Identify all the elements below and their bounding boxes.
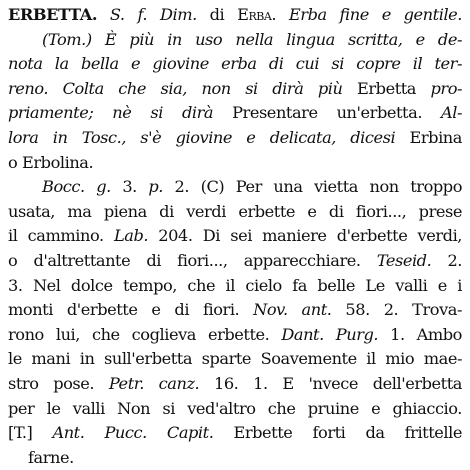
- text-run: [T.]: [8, 423, 53, 443]
- text-run: usata, ma piena di verdi erbette e di fiori..., prese: [8, 201, 462, 221]
- text-run: le mani in sull'erbetta sparte Soavemente il mio mae-: [8, 349, 462, 369]
- text-run: priamente; nè si dirà: [8, 103, 233, 123]
- text-run: lora in Tosc., s'è giovine e delicata, dicesi: [8, 127, 410, 147]
- text-run: S. f.: [109, 5, 148, 24]
- definition-line: [8, 3, 462, 28]
- text-run: pro-: [430, 78, 463, 98]
- citation-line: [8, 249, 462, 274]
- citation-line: [8, 274, 462, 299]
- text-run: il cammino.: [8, 226, 114, 246]
- citation-line: [8, 421, 462, 446]
- text-run: Nov. ant.: [253, 300, 332, 320]
- text-run: Erbette forti da frittelle: [213, 423, 462, 443]
- text-run: Dant. Purg.: [281, 324, 379, 344]
- text-run: Teseid.: [376, 250, 432, 270]
- text-run: Erba: [237, 5, 272, 24]
- text-run: rono lui, che coglieva erbette.: [8, 324, 282, 344]
- text-run: [147, 5, 160, 24]
- text-run: [97, 5, 110, 24]
- text-run: farne.: [28, 447, 74, 467]
- citation-line: [8, 298, 462, 323]
- text-run: p.: [148, 177, 163, 197]
- text-run: 1. Ambo: [378, 324, 462, 344]
- text-run: Lab.: [113, 226, 149, 246]
- citation-line: [8, 200, 462, 225]
- citation-line: [8, 347, 462, 372]
- text-run: Al-: [441, 103, 462, 123]
- text-run: 204. Di sei maniere d'erbette verdi,: [148, 226, 463, 246]
- citation-line: [8, 372, 462, 397]
- citation-line: [8, 224, 462, 249]
- text-run: Erbolina: [22, 152, 89, 172]
- definition-line: [8, 101, 462, 126]
- text-run: o d'altrettante di fiori..., apparecchiare.: [8, 250, 377, 270]
- entry-citations: [8, 175, 462, 470]
- text-run: Erbina: [409, 127, 462, 147]
- text-run: 2. (C) Per una vietta non troppo: [163, 177, 462, 197]
- text-run: di: [196, 5, 238, 24]
- text-run: reno. Colta che sia, non si dirà più: [8, 78, 357, 98]
- text-run: nota la bella e giovine erba di cui si copre il ter-: [8, 54, 462, 74]
- text-run: .: [88, 152, 94, 172]
- text-run: Bocc. g.: [42, 177, 111, 197]
- text-run: 3.: [110, 177, 149, 197]
- text-run: 3. Nel dolce tempo, che il cielo fa belle Le valli e i: [8, 275, 462, 295]
- text-run: .: [271, 5, 289, 24]
- definition-line: [8, 77, 462, 102]
- text-run: Erba fine e gentile.: [288, 5, 462, 24]
- text-run: Dim.: [159, 5, 197, 24]
- citation-line: [8, 397, 462, 422]
- definition-line: [8, 52, 462, 77]
- citation-line: [8, 175, 462, 200]
- text-run: ERBETTA.: [8, 5, 98, 24]
- text-run: per le valli Non si ved'altro che pruine e ghiaccio.: [8, 398, 462, 418]
- definition-line: [8, 126, 462, 151]
- text-run: monti d'erbette e di fiori.: [8, 300, 254, 320]
- text-run: 16. 1. E 'nvece dell'erbetta: [199, 373, 462, 393]
- citation-line: [8, 446, 462, 470]
- citation-line: [8, 323, 462, 348]
- text-run: Erbetta: [357, 78, 431, 98]
- text-run: stro pose.: [8, 373, 109, 393]
- text-run: 2.: [431, 250, 462, 270]
- text-run: Presentare un'erbetta: [232, 103, 418, 123]
- definition-line: [8, 151, 462, 176]
- definition-line: [8, 28, 462, 53]
- text-run: o: [8, 152, 22, 172]
- text-run: (Tom.) È più in uso nella lingua scritta, e de-: [42, 29, 462, 49]
- entry-definition: [8, 3, 462, 175]
- text-run: .: [417, 103, 441, 123]
- text-run: Ant. Pucc. Capit.: [52, 423, 214, 443]
- text-run: 58. 2. Trova-: [331, 300, 462, 320]
- text-run: Petr. canz.: [108, 373, 200, 393]
